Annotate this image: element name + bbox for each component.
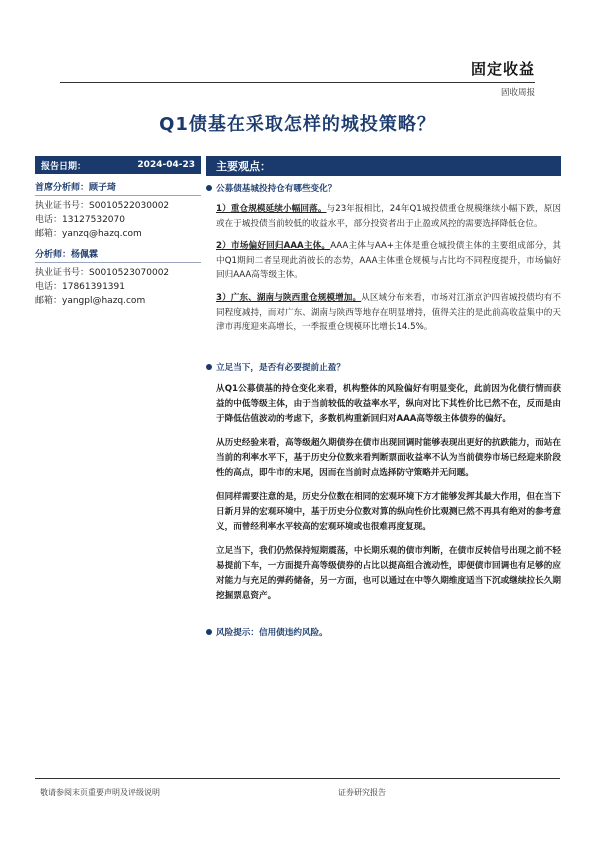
risk-text: 风险提示：信用债违约风险。 [216, 627, 328, 638]
paragraph: 从历史经验来看，高等级超久期债券在债市出现回调时能够表现出更好的抗跌能力，而站在当前的利率水平下，基于历史分位数来看判断票面收益率不认为当前债券市场已经迎来阶段性的高点，即牛市的末尾，因而在当前时点选择防守策略并无问题。 [216, 437, 561, 478]
analyst-card [35, 247, 201, 308]
analyst-license: 执业证书号：S0010522030002 [35, 201, 170, 211]
analyst-name: 首席分析师：顾子琦 [35, 180, 201, 196]
analyst-email[interactable]: 邮箱：yanzq@hazq.com [35, 229, 142, 239]
paragraph [206, 291, 561, 335]
paragraph-body: 与23年报相比，24年Q1城投债重仓规模继续小幅下跌，原因或在于城投债当前较低的收益水平，部分投资者出于止盈或风控的需要选择降低仓位。 [216, 204, 562, 229]
analyst-card [35, 180, 201, 241]
report-date-label: 报告日期： [41, 161, 87, 172]
paragraph: 立足当下，我们仍然保持短期震荡，中长期乐观的债市判断，在债市反转信号出现之前不轻易提前下车，一方面提升高等级债券的占比以提高组合流动性，即便债市回调也有足够的应对能力与充足的弹药储备，另一方面，也可以通过在中等久期维度适当下沉或继续拉长久期挖掘票息资产。 [216, 545, 561, 601]
paragraph-lead: 3）广东、湖南与陕西重仓规模增加。 [216, 292, 362, 303]
analyst-phone: 电话：13127532070 [35, 215, 125, 225]
analyst-license: 执业证书号：S0010523070002 [35, 268, 170, 278]
section-heading [206, 361, 561, 373]
analyst-phone: 电话：17861391391 [35, 282, 125, 292]
section-title: 公募债基城投持仓有哪些变化？ [216, 184, 337, 194]
paragraph-lead: 2）市场偏好回归AAA主体。 [216, 241, 331, 252]
bullet-icon [206, 629, 212, 635]
sidebar [35, 156, 201, 308]
footer-disclaimer: 敬请参阅末页重要声明及评级说明 [40, 788, 160, 797]
paragraph [206, 239, 561, 283]
analyst-name: 分析师：杨佩霖 [35, 247, 201, 263]
paragraph-lead: 1）重仓规模延续小幅回落。 [216, 204, 327, 214]
report-category: 固定收益 [470, 60, 535, 78]
footer-divider [35, 778, 560, 779]
paragraph: 从Q1公募债基的持仓变化来看，机构整体的风险偏好有明显变化，此前因为化债行情而获益的中低等级主体，由于当前较低的收益率水平，纵向对比下其性价比已然不在，反而是由于降低估值波动的考虑下，多数机构重新回归对AAA高等级主体债券的偏好。 [216, 383, 561, 424]
section-heading [206, 182, 561, 194]
main-content [206, 156, 561, 638]
report-type: 固收周报 [500, 88, 535, 98]
paragraph: 但同样需要注意的是，历史分位数在相同的宏观环境下方才能够发挥其最大作用，但在当下日新月异的宏观环境中，基于历史分位数对算的纵向性价比观测已然不再具有绝对的参考意义，而曾经利率水平较高的宏观环境或也很难再度复现。 [216, 491, 561, 532]
risk-warning [206, 626, 561, 638]
section-title: 立足当下，是否有必要提前止盈？ [216, 362, 345, 373]
bullet-icon [206, 364, 212, 370]
bullet-icon [206, 185, 212, 191]
header-divider [60, 82, 535, 83]
paragraph-body: 从区域分布来看，市场对江浙京沪四省城投债均有不同程度减持，而对广东、湖南与陕西等地存在明显增持，值得关注的是此前高收益集中的天津市再度迎来高增长，一季报重仓规模环比增长14.5%。 [216, 292, 561, 333]
report-date-bar [35, 156, 201, 174]
paragraph [206, 202, 561, 231]
page-title: Q1债基在采取怎样的城投策略？ [159, 114, 436, 135]
report-date-value: 2024-04-23 [137, 160, 195, 170]
key-points-heading: 主要观点： [206, 156, 561, 176]
footer-label: 证券研究报告 [338, 788, 386, 797]
analyst-email[interactable]: 邮箱：yangpl@hazq.com [35, 296, 146, 306]
paragraph-body: AAA主体与AA+主体是重仓城投债主体的主要组成部分，其中Q1期间二者呈现此消彼长的态势，AAA主体重仓规模与占比均不同程度提升，市场偏好回归AAA高等级主体。 [216, 241, 561, 281]
